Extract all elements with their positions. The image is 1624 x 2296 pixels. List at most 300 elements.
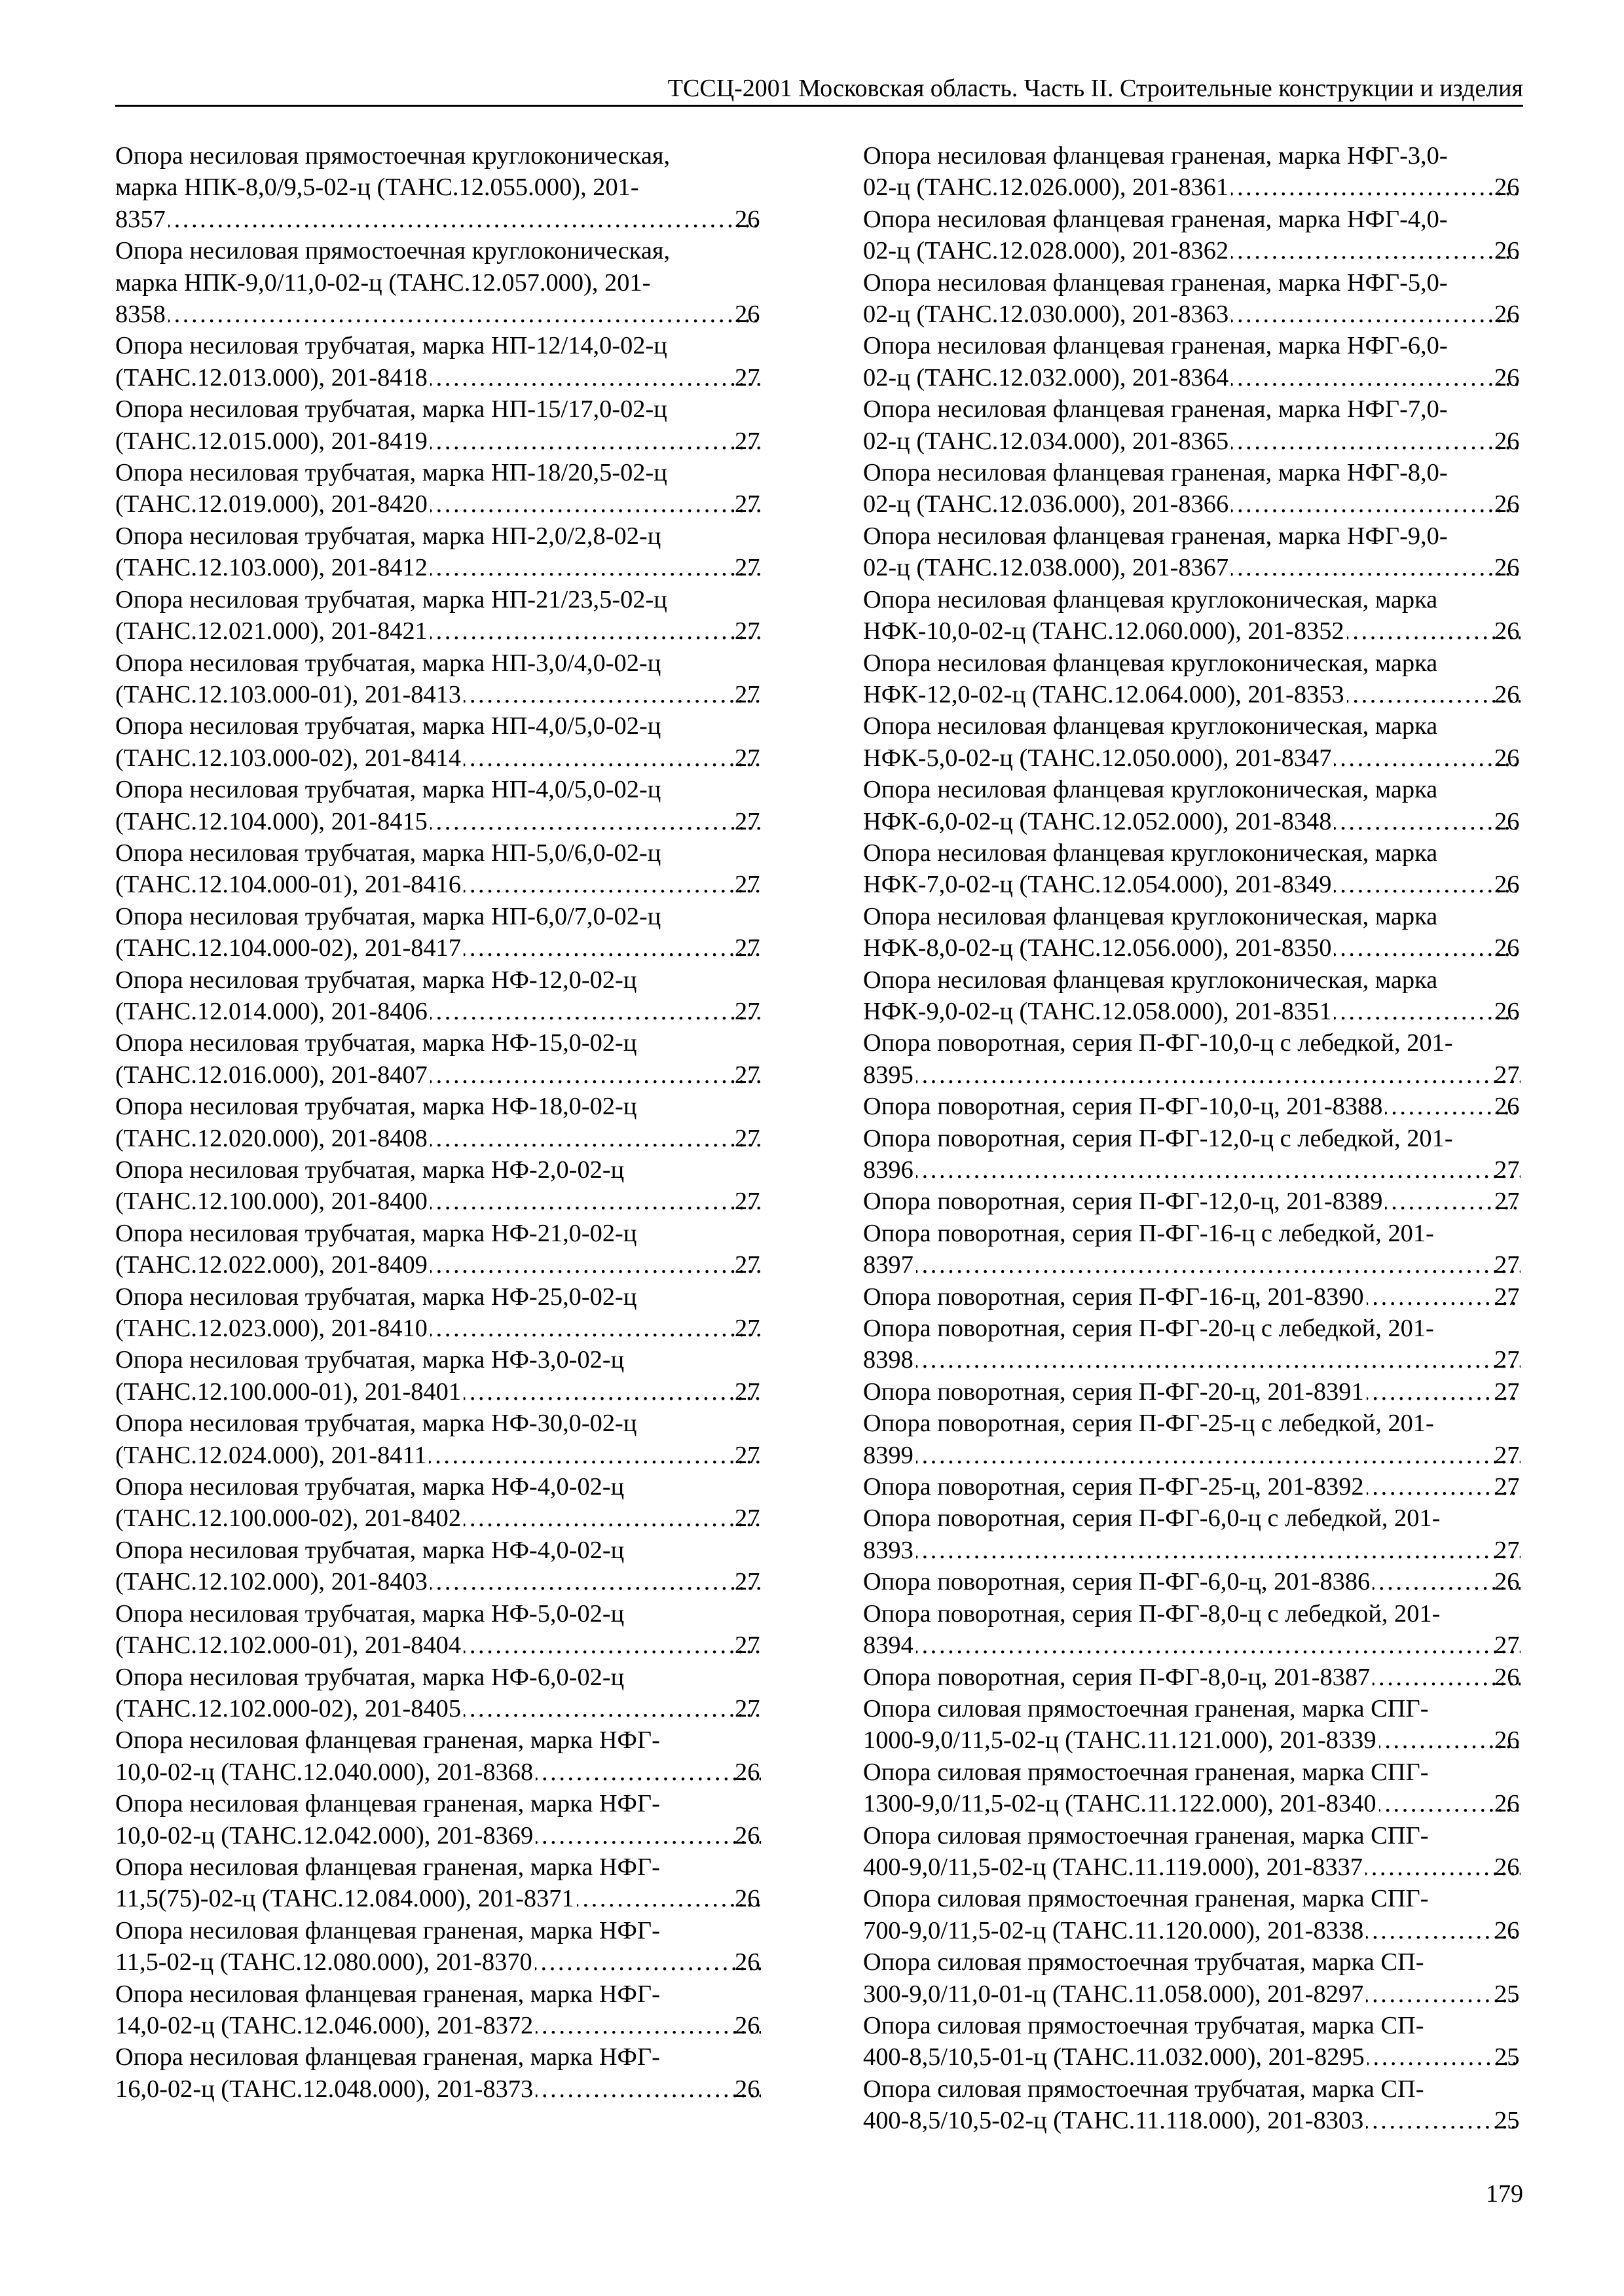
entry-last-line: 11,5(75)-02-ц (ТАНС.12.084.000), 201-8371 . . . 26 — [144, 1883, 764, 1914]
index-entry — [115, 1851, 764, 1915]
entry-last-line: 8357 . . . 26 — [144, 204, 764, 235]
entry-text-end: Опора поворотная, серия П-ФГ-16-ц, 201-8390 — [863, 1283, 1364, 1311]
entry-text-end: (ТАНС.12.102.000), 201-8403 — [115, 1568, 428, 1596]
entry-text-line: Опора силовая прямостоечная граненая, марка СПГ- — [863, 1694, 1429, 1722]
dot-leader — [916, 1059, 1521, 1091]
entry-last-line: 10,0-02-ц (ТАНС.12.042.000), 201-8369 . . . 26 — [144, 1820, 764, 1851]
index-entry — [115, 1154, 764, 1218]
index-entry — [115, 1788, 764, 1851]
entry-text-line: Опора несиловая фланцевая граненая, марка НФГ- — [115, 2043, 660, 2071]
dot-leader — [464, 679, 761, 710]
entry-last-line: (ТАНС.12.102.000), 201-8403 . . . 27 — [144, 1566, 764, 1597]
index-entry — [863, 774, 1523, 837]
entry-text-end: (ТАНС.12.022.000), 201-8409 — [115, 1251, 428, 1279]
dot-leader — [1231, 172, 1521, 203]
entry-text-line: Опора несиловая фланцевая граненая, марка НФГ-7,0- — [863, 395, 1448, 424]
entry-last-line: (ТАНС.12.022.000), 201-8409 . . . 27 — [144, 1249, 764, 1281]
index-entry — [115, 1598, 764, 1662]
entry-last-line: НФК-5,0-02-ц (ТАНС.12.050.000), 201-8347 . . . 26 — [892, 742, 1523, 774]
entry-text-end: (ТАНС.12.100.000-01), 201-8401 — [115, 1377, 462, 1406]
dot-leader — [430, 806, 761, 837]
entry-text-end: (ТАНС.12.103.000-02), 201-8414 — [115, 744, 462, 772]
index-entry — [863, 393, 1523, 457]
entry-text-end: 10,0-02-ц (ТАНС.12.040.000), 201-8368 — [115, 1758, 534, 1786]
entry-text-line: Опора поворотная, серия П-ФГ-10,0-ц с лебедкой, 201- — [863, 1029, 1453, 1057]
dot-leader — [464, 1693, 761, 1724]
index-entry — [115, 1091, 764, 1154]
entry-last-line: НФК-6,0-02-ц (ТАНС.12.052.000), 201-8348 . . . 26 — [892, 806, 1523, 837]
dot-leader — [430, 1059, 761, 1091]
entry-last-line: (ТАНС.12.100.000-02), 201-8402 . . . 27 — [144, 1503, 764, 1534]
entry-text-line: Опора несиловая фланцевая граненая, марка НФГ- — [115, 1790, 660, 1818]
index-entry — [863, 1091, 1523, 1122]
entry-last-line: НФК-9,0-02-ц (ТАНС.12.058.000), 201-8351 . . . 26 — [892, 996, 1523, 1027]
entry-text-end: 02-ц (ТАНС.12.038.000), 201-8367 — [863, 554, 1229, 582]
dot-leader — [916, 1344, 1521, 1376]
index-entry — [863, 837, 1523, 901]
index-entry — [115, 520, 764, 584]
dot-leader — [536, 1757, 761, 1788]
index-entry — [115, 1218, 764, 1281]
index-entry — [115, 1281, 764, 1345]
index-entry — [115, 1344, 764, 1408]
entry-last-line: 300-9,0/11,0-01-ц (ТАНС.11.058.000), 201-8297 . . . 25 — [892, 1978, 1523, 2010]
entry-text-line: Опора несиловая трубчатая, марка НП-4,0/5,0-02-ц — [115, 776, 661, 804]
entry-text-end: Опора поворотная, серия П-ФГ-8,0-ц, 201-8387 — [863, 1663, 1371, 1691]
entry-text-end: 8393 — [863, 1536, 913, 1564]
entry-last-line: (ТАНС.12.100.000), 201-8400 . . . 27 — [144, 1186, 764, 1217]
index-entry — [115, 140, 764, 235]
index-entry — [863, 1376, 1523, 1408]
index-entry — [115, 647, 764, 711]
page-number: 179 — [1486, 2180, 1523, 2208]
entry-last-line: 02-ц (ТАНС.12.028.000), 201-8362 . . . 26 — [892, 235, 1523, 266]
index-entry — [863, 1662, 1523, 1693]
entry-text-line: Опора поворотная, серия П-ФГ-8,0-ц с лебедкой, 201- — [863, 1599, 1441, 1628]
entry-last-line: 700-9,0/11,5-02-ц (ТАНС.11.120.000), 201-8338 . . . 26 — [892, 1915, 1523, 1946]
dot-leader — [1334, 742, 1521, 774]
entry-text-line: Опора несиловая прямостоечная круглоконическая, — [115, 237, 671, 265]
entry-text-end: (ТАНС.12.103.000-01), 201-8413 — [115, 680, 462, 708]
dot-leader — [536, 1820, 761, 1851]
entry-text-line: Опора несиловая фланцевая граненая, марка НФГ-9,0- — [863, 522, 1448, 550]
entry-text-end: (ТАНС.12.024.000), 201-8411 — [115, 1441, 427, 1469]
dot-leader — [168, 204, 761, 235]
index-entry — [863, 520, 1523, 584]
dot-leader — [916, 1440, 1521, 1471]
entry-text-line: Опора силовая прямостоечная граненая, марка СПГ- — [863, 1758, 1429, 1786]
entry-last-line: (ТАНС.12.019.000), 201-8420 . . . 27 — [144, 488, 764, 520]
entry-last-line: 02-ц (ТАНС.12.034.000), 201-8365 . . . 26 — [892, 426, 1523, 457]
index-entry — [863, 1503, 1523, 1566]
entry-text-line: Опора несиловая фланцевая круглоконическая, марка — [863, 585, 1438, 613]
entry-text-end: 02-ц (ТАНС.12.028.000), 201-8362 — [863, 237, 1229, 265]
dot-leader — [916, 1630, 1521, 1661]
entry-text-end: 1000-9,0/11,5-02-ц (ТАНС.11.121.000), 201-8339 — [863, 1726, 1376, 1755]
entry-last-line: 10,0-02-ц (ТАНС.12.040.000), 201-8368 . . . 26 — [144, 1757, 764, 1788]
entry-text-line: Опора несиловая трубчатая, марка НП-18/20,5-02-ц — [115, 459, 667, 487]
entry-last-line: 8393 . . . 27 — [892, 1535, 1523, 1566]
dot-leader — [464, 742, 761, 774]
header-title: ТССЦ-2001 Московская область. Часть II. Строительные конструкции и изделия — [667, 75, 1523, 102]
entry-text-end: 400-9,0/11,5-02-ц (ТАНС.11.119.000), 201-8337 — [863, 1853, 1363, 1881]
entry-last-line: НФК-10,0-02-ц (ТАНС.12.060.000), 201-8352 . . . 26 — [892, 615, 1523, 647]
entry-text-end: 14,0-02-ц (ТАНС.12.046.000), 201-8372 — [115, 2011, 534, 2039]
dot-leader — [430, 426, 761, 457]
entry-text-end: (ТАНС.12.014.000), 201-8406 — [115, 997, 428, 1025]
entry-text-line: Опора поворотная, серия П-ФГ-20-ц с лебедкой, 201- — [863, 1315, 1434, 1343]
entry-last-line: 16,0-02-ц (ТАНС.12.048.000), 201-8373 . . . 26 — [144, 2073, 764, 2105]
entry-text-line: Опора несиловая фланцевая круглоконическая, марка — [863, 966, 1438, 994]
dot-leader — [916, 1249, 1521, 1281]
index-entry — [863, 964, 1523, 1028]
entry-last-line: (ТАНС.12.102.000-01), 201-8404 . . . 27 — [144, 1630, 764, 1661]
dot-leader — [1231, 426, 1521, 457]
dot-leader — [464, 1630, 761, 1661]
entry-last-line: 02-ц (ТАНС.12.026.000), 201-8361 . . . 26 — [892, 172, 1523, 203]
entry-last-line: 8395 . . . 27 — [892, 1059, 1523, 1091]
entry-text-end: (ТАНС.12.102.000-01), 201-8404 — [115, 1631, 462, 1660]
entry-text-line: Опора силовая прямостоечная трубчатая, марка СП- — [863, 1948, 1424, 1977]
entry-last-line: Опора поворотная, серия П-ФГ-8,0-ц, 201-8387 . . . 26 — [892, 1662, 1523, 1693]
dot-leader — [430, 552, 761, 583]
index-entry — [863, 710, 1523, 774]
entry-last-line: Опора поворотная, серия П-ФГ-12,0-ц, 201-8389 . . . 27 — [892, 1186, 1523, 1217]
entry-last-line: 1000-9,0/11,5-02-ц (ТАНС.11.121.000), 201-8339 . . . 26 — [892, 1724, 1523, 1756]
index-entry — [115, 2041, 764, 2105]
entry-last-line: (ТАНС.12.103.000-01), 201-8413 . . . 27 — [144, 679, 764, 710]
index-entry — [863, 1820, 1523, 1884]
dot-leader — [1334, 996, 1521, 1027]
index-entry — [115, 710, 764, 774]
dot-leader — [916, 1154, 1521, 1186]
entry-last-line: 02-ц (ТАНС.12.038.000), 201-8367 . . . 26 — [892, 552, 1523, 583]
entry-last-line: (ТАНС.12.024.000), 201-8411 . . . 27 — [144, 1440, 764, 1471]
entry-text-end: 02-ц (ТАНС.12.032.000), 201-8364 — [863, 363, 1229, 392]
index-entry — [863, 1471, 1523, 1503]
entry-last-line: Опора поворотная, серия П-ФГ-6,0-ц, 201-8386 . . . 26 — [892, 1566, 1523, 1597]
entry-last-line: (ТАНС.12.104.000), 201-8415 . . . 27 — [144, 806, 764, 837]
dot-leader — [535, 1946, 761, 1978]
entry-text-line: Опора несиловая фланцевая круглоконическая, марка — [863, 839, 1438, 867]
entry-text-line: Опора несиловая трубчатая, марка НФ-15,0-02-ц — [115, 1029, 637, 1057]
index-entry — [115, 1662, 764, 1725]
entry-text-line: Опора несиловая трубчатая, марка НФ-4,0-02-ц — [115, 1536, 625, 1564]
entry-text-line: Опора несиловая фланцевая граненая, марка НФГ-5,0- — [863, 268, 1448, 297]
dot-leader — [168, 299, 761, 330]
entry-text-line: Опора несиловая трубчатая, марка НП-12/14,0-02-ц — [115, 332, 667, 360]
entry-text-line: Опора несиловая прямостоечная круглоконическая, — [115, 142, 671, 170]
entry-text-line: Опора несиловая фланцевая граненая, марка НФГ-6,0- — [863, 332, 1448, 360]
entry-text-end: 8358 — [115, 301, 166, 329]
entry-last-line: 11,5-02-ц (ТАНС.12.080.000), 201-8370 . . . 26 — [144, 1946, 764, 1978]
dot-leader — [430, 1249, 761, 1281]
index-entry — [115, 964, 764, 1028]
entry-text-line: Опора несиловая фланцевая граненая, марка НФГ- — [115, 1980, 660, 2008]
entry-last-line: (ТАНС.12.023.000), 201-8410 . . . 27 — [144, 1313, 764, 1344]
entry-last-line: Опора поворотная, серия П-ФГ-25-ц, 201-8392 . . . 27 — [892, 1471, 1523, 1503]
entry-text-line: Опора несиловая фланцевая круглоконическая, марка — [863, 649, 1438, 677]
index-column-right — [863, 140, 1523, 2137]
index-entry — [115, 1724, 764, 1788]
entry-text-end: (ТАНС.12.019.000), 201-8420 — [115, 490, 428, 519]
dot-leader — [1334, 869, 1521, 900]
entry-last-line: (ТАНС.12.015.000), 201-8419 . . . 27 — [144, 426, 764, 457]
entry-text-end: (ТАНС.12.013.000), 201-8418 — [115, 363, 428, 392]
entry-last-line: 400-8,5/10,5-02-ц (ТАНС.11.118.000), 201-8303 . . . 25 — [892, 2105, 1523, 2136]
index-entry — [863, 1598, 1523, 1662]
index-entry — [863, 1883, 1523, 1946]
entry-last-line: 8394 . . . 27 — [892, 1630, 1523, 1661]
entry-text-line: Опора несиловая трубчатая, марка НФ-2,0-02-ц — [115, 1156, 625, 1184]
index-entry — [863, 1408, 1523, 1471]
entry-text-line: Опора несиловая трубчатая, марка НП-15/17,0-02-ц — [115, 395, 667, 424]
index-entry — [863, 1123, 1523, 1186]
entry-last-line: НФК-8,0-02-ц (ТАНС.12.056.000), 201-8350 . . . 26 — [892, 932, 1523, 964]
entry-text-end: 8399 — [863, 1441, 913, 1469]
entry-text-end: 8396 — [863, 1156, 913, 1184]
entry-last-line: (ТАНС.12.100.000-01), 201-8401 . . . 27 — [144, 1376, 764, 1408]
dot-leader — [464, 932, 761, 964]
entry-text-end: 300-9,0/11,0-01-ц (ТАНС.11.058.000), 201-8297 — [863, 1980, 1364, 2008]
entry-text-line: Опора поворотная, серия П-ФГ-6,0-ц с лебедкой, 201- — [863, 1504, 1441, 1533]
index-entry — [115, 1471, 764, 1535]
dot-leader — [1334, 932, 1521, 964]
entry-text-end: НФК-8,0-02-ц (ТАНС.12.056.000), 201-8350 — [863, 934, 1332, 962]
dot-leader — [430, 1123, 761, 1154]
dot-leader — [430, 1313, 761, 1344]
entry-text-line: Опора несиловая трубчатая, марка НП-4,0/5,0-02-ц — [115, 712, 661, 740]
entry-last-line: Опора поворотная, серия П-ФГ-20-ц, 201-8391 . . . 27 — [892, 1376, 1523, 1408]
entry-last-line: 400-9,0/11,5-02-ц (ТАНС.11.119.000), 201-8337 . . . 26 — [892, 1851, 1523, 1883]
entry-last-line: (ТАНС.12.014.000), 201-8406 . . . 27 — [144, 996, 764, 1027]
dot-leader — [577, 1883, 761, 1914]
entry-text-end: 8395 — [863, 1061, 913, 1089]
entry-last-line: Опора поворотная, серия П-ФГ-16-ц, 201-8390 . . . 27 — [892, 1281, 1523, 1313]
entry-text-line: Опора несиловая трубчатая, марка НП-5,0/6,0-02-ц — [115, 839, 661, 867]
entry-last-line: 02-ц (ТАНС.12.032.000), 201-8364 . . . 26 — [892, 362, 1523, 393]
entry-text-end: 1300-9,0/11,5-02-ц (ТАНС.11.122.000), 201-8340 — [863, 1790, 1376, 1818]
entry-text-line: Опора несиловая трубчатая, марка НФ-5,0-02-ц — [115, 1599, 625, 1628]
dot-leader — [430, 615, 761, 647]
entry-text-end: Опора поворотная, серия П-ФГ-20-ц, 201-8391 — [863, 1377, 1364, 1406]
index-entry — [115, 584, 764, 647]
entry-text-line: Опора поворотная, серия П-ФГ-12,0-ц с лебедкой, 201- — [863, 1124, 1453, 1152]
index-entry — [863, 647, 1523, 711]
index-entry — [863, 2073, 1523, 2137]
index-entry — [863, 1693, 1523, 1757]
index-entry — [863, 1946, 1523, 2010]
entry-text-end: НФК-10,0-02-ц (ТАНС.12.060.000), 201-8352 — [863, 617, 1344, 646]
index-entry — [115, 457, 764, 520]
entry-last-line: (ТАНС.12.103.000), 201-8412 . . . 27 — [144, 552, 764, 583]
entry-last-line: (ТАНС.12.021.000), 201-8421 . . . 27 — [144, 615, 764, 647]
dot-leader — [429, 1440, 761, 1471]
entry-last-line: 8396 . . . 27 — [892, 1154, 1523, 1186]
entry-text-line: Опора поворотная, серия П-ФГ-25-ц с лебедкой, 201- — [863, 1410, 1434, 1438]
entry-text-line: Опора несиловая фланцевая круглоконическая, марка — [863, 902, 1438, 930]
entry-text-end: Опора поворотная, серия П-ФГ-12,0-ц, 201-8389 — [863, 1188, 1383, 1216]
entry-text-end: (ТАНС.12.020.000), 201-8408 — [115, 1124, 428, 1152]
index-entry — [863, 457, 1523, 520]
entry-text-line: Опора несиловая фланцевая круглоконическая, марка — [863, 776, 1438, 804]
entry-last-line: 8358 . . . 26 — [144, 299, 764, 330]
entry-text-end: 400-8,5/10,5-02-ц (ТАНС.11.118.000), 201-8303 — [863, 2107, 1364, 2135]
index-entry — [863, 140, 1523, 204]
entry-text-end: 02-ц (ТАНС.12.036.000), 201-8366 — [863, 490, 1229, 519]
index-entry — [863, 1757, 1523, 1820]
index-entry — [863, 330, 1523, 393]
dot-leader — [1231, 488, 1521, 520]
running-header — [115, 72, 1523, 107]
entry-text-end: (ТАНС.12.023.000), 201-8410 — [115, 1315, 428, 1343]
entry-text-end: 02-ц (ТАНС.12.030.000), 201-8363 — [863, 301, 1229, 329]
entry-text-end: 11,5(75)-02-ц (ТАНС.12.084.000), 201-8371 — [115, 1885, 574, 1913]
entry-last-line: 1300-9,0/11,5-02-ц (ТАНС.11.122.000), 201-8340 . . . 26 — [892, 1788, 1523, 1819]
entry-text-line: Опора поворотная, серия П-ФГ-16-ц с лебедкой, 201- — [863, 1219, 1434, 1247]
dot-leader — [430, 1566, 761, 1597]
entry-last-line: НФК-12,0-02-ц (ТАНС.12.064.000), 201-8353 . . . 26 — [892, 679, 1523, 710]
entry-text-end: (ТАНС.12.021.000), 201-8421 — [115, 617, 428, 646]
entry-text-end: 400-8,5/10,5-01-ц (ТАНС.11.032.000), 201-8295 — [863, 2043, 1365, 2071]
index-entry — [863, 1313, 1523, 1376]
dot-leader — [1334, 806, 1521, 837]
entry-last-line: 02-ц (ТАНС.12.036.000), 201-8366 . . . 26 — [892, 488, 1523, 520]
entry-text-end: (ТАНС.12.100.000), 201-8400 — [115, 1188, 428, 1216]
entry-last-line: (ТАНС.12.102.000-02), 201-8405 . . . 27 — [144, 1693, 764, 1724]
dot-leader — [1231, 299, 1521, 330]
entry-text-line: Опора несиловая фланцевая граненая, марка НФГ- — [115, 1916, 660, 1944]
entry-text-line: марка НПК-9,0/11,0-02-ц (ТАНС.12.057.000), 201- — [115, 268, 651, 297]
entry-text-line: Опора несиловая трубчатая, марка НП-3,0/4,0-02-ц — [115, 649, 661, 677]
index-entry — [863, 901, 1523, 964]
entry-text-line: Опора несиловая фланцевая граненая, марка НФГ- — [115, 1853, 660, 1881]
index-entry — [115, 901, 764, 964]
entry-text-end: (ТАНС.12.104.000), 201-8415 — [115, 807, 428, 835]
entry-text-end: НФК-5,0-02-ц (ТАНС.12.050.000), 201-8347 — [863, 744, 1332, 772]
entry-text-line: марка НПК-8,0/9,5-02-ц (ТАНС.12.055.000), 201- — [115, 173, 639, 202]
entry-text-end: 02-ц (ТАНС.12.034.000), 201-8365 — [863, 427, 1229, 455]
entry-text-line: Опора несиловая фланцевая граненая, марка НФГ- — [115, 1726, 660, 1755]
entry-last-line: 14,0-02-ц (ТАНС.12.046.000), 201-8372 . . . 26 — [144, 2010, 764, 2041]
index-entry — [863, 2010, 1523, 2073]
entry-text-line: Опора несиловая трубчатая, марка НФ-6,0-02-ц — [115, 1663, 625, 1691]
entry-text-line: Опора несиловая трубчатая, марка НФ-3,0-02-ц — [115, 1346, 625, 1374]
index-entry — [863, 204, 1523, 267]
dot-leader — [430, 488, 761, 520]
entry-text-end: Опора поворотная, серия П-ФГ-25-ц, 201-8392 — [863, 1473, 1364, 1501]
entry-text-end: 16,0-02-ц (ТАНС.12.048.000), 201-8373 — [115, 2075, 534, 2103]
entry-text-line: Опора несиловая трубчатая, марка НФ-25,0-02-ц — [115, 1283, 637, 1311]
entry-text-end: 8398 — [863, 1346, 913, 1374]
entry-text-line: Опора несиловая трубчатая, марка НФ-30,0-02-ц — [115, 1410, 637, 1438]
entry-text-end: (ТАНС.12.102.000-02), 201-8405 — [115, 1694, 462, 1722]
entry-text-line: Опора силовая прямостоечная трубчатая, марка СП- — [863, 2075, 1424, 2103]
index-entry — [115, 393, 764, 457]
index-entry — [863, 1566, 1523, 1597]
entry-text-line: Опора несиловая фланцевая круглоконическая, марка — [863, 712, 1438, 740]
index-column-left — [115, 140, 764, 2105]
entry-last-line: (ТАНС.12.104.000-02), 201-8417 . . . 27 — [144, 932, 764, 964]
index-entry — [115, 235, 764, 330]
index-entry — [863, 1186, 1523, 1217]
index-entry — [115, 774, 764, 837]
entry-text-end: (ТАНС.12.103.000), 201-8412 — [115, 554, 428, 582]
entry-text-end: НФК-7,0-02-ц (ТАНС.12.054.000), 201-8349 — [863, 871, 1332, 899]
dot-leader — [464, 869, 761, 900]
entry-text-line: Опора несиловая трубчатая, марка НФ-12,0-02-ц — [115, 966, 637, 994]
entry-text-end: (ТАНС.12.016.000), 201-8407 — [115, 1061, 428, 1089]
entry-text-end: 10,0-02-ц (ТАНС.12.042.000), 201-8369 — [115, 1821, 534, 1850]
index-entry — [115, 837, 764, 901]
entry-text-line: Опора несиловая трубчатая, марка НП-2,0/2,8-02-ц — [115, 522, 661, 550]
entry-last-line: НФК-7,0-02-ц (ТАНС.12.054.000), 201-8349 . . . 26 — [892, 869, 1523, 900]
entry-last-line: 8399 . . . 27 — [892, 1440, 1523, 1471]
entry-last-line: (ТАНС.12.020.000), 201-8408 . . . 27 — [144, 1123, 764, 1154]
entry-text-line: Опора силовая прямостоечная граненая, марка СПГ- — [863, 1821, 1429, 1850]
entry-text-end: НФК-12,0-02-ц (ТАНС.12.064.000), 201-8353 — [863, 680, 1344, 708]
entry-text-end: НФК-6,0-02-ц (ТАНС.12.052.000), 201-8348 — [863, 807, 1332, 835]
dot-leader — [1231, 235, 1521, 266]
entry-text-end: (ТАНС.12.100.000-02), 201-8402 — [115, 1504, 462, 1533]
entry-last-line: (ТАНС.12.016.000), 201-8407 . . . 27 — [144, 1059, 764, 1091]
entry-text-end: Опора поворотная, серия П-ФГ-6,0-ц, 201-8386 — [863, 1568, 1371, 1596]
dot-leader — [916, 1535, 1521, 1566]
dot-leader — [430, 996, 761, 1027]
index-entry — [863, 1027, 1523, 1091]
entry-text-line: Опора несиловая трубчатая, марка НФ-18,0-02-ц — [115, 1093, 637, 1121]
index-entry — [863, 1218, 1523, 1281]
index-entry — [115, 1978, 764, 2042]
dot-leader — [430, 362, 761, 393]
index-entry — [863, 267, 1523, 331]
entry-text-line: Опора несиловая фланцевая граненая, марка НФГ-8,0- — [863, 459, 1448, 487]
dot-leader — [536, 2073, 761, 2105]
entry-text-line: Опора несиловая трубчатая, марка НФ-21,0-02-ц — [115, 1219, 637, 1247]
entry-text-line: Опора несиловая фланцевая граненая, марка НФГ-3,0- — [863, 142, 1448, 170]
index-entry — [115, 1408, 764, 1471]
entry-text-end: НФК-9,0-02-ц (ТАНС.12.058.000), 201-8351 — [863, 997, 1332, 1025]
entry-text-end: (ТАНС.12.104.000-02), 201-8417 — [115, 934, 462, 962]
entry-text-end: 8394 — [863, 1631, 913, 1660]
entry-text-end: (ТАНС.12.015.000), 201-8419 — [115, 427, 428, 455]
entry-last-line: 8398 . . . 27 — [892, 1344, 1523, 1376]
index-entry — [115, 1915, 764, 1978]
dot-leader — [464, 1376, 761, 1408]
entry-last-line: (ТАНС.12.103.000-02), 201-8414 . . . 27 — [144, 742, 764, 774]
entry-text-end: 8357 — [115, 205, 166, 233]
entry-text-end: 8397 — [863, 1251, 913, 1279]
entry-text-line: Опора силовая прямостоечная граненая, марка СПГ- — [863, 1885, 1429, 1913]
index-entry — [115, 1027, 764, 1091]
dot-leader — [464, 1503, 761, 1534]
entry-text-end: Опора поворотная, серия П-ФГ-10,0-ц, 201-8388 — [863, 1093, 1383, 1121]
index-entry — [115, 1535, 764, 1598]
entry-last-line: Опора поворотная, серия П-ФГ-10,0-ц, 201-8388 . . . 26 — [892, 1091, 1523, 1122]
entry-last-line: (ТАНС.12.104.000-01), 201-8416 . . . 27 — [144, 869, 764, 900]
entry-text-line: Опора несиловая трубчатая, марка НП-21/23,5-02-ц — [115, 585, 667, 613]
entry-text-line: Опора несиловая трубчатая, марка НП-6,0/7,0-02-ц — [115, 902, 661, 930]
dot-leader — [536, 2010, 761, 2041]
index-entry — [115, 330, 764, 393]
entry-text-end: 11,5-02-ц (ТАНС.12.080.000), 201-8370 — [115, 1948, 532, 1977]
index-entry — [863, 1281, 1523, 1313]
dot-leader — [1231, 362, 1521, 393]
dot-leader — [430, 1186, 761, 1217]
entry-text-line: Опора силовая прямостоечная трубчатая, марка СП- — [863, 2011, 1424, 2039]
entry-text-line: Опора несиловая фланцевая граненая, марка НФГ-4,0- — [863, 205, 1448, 233]
index-entry — [863, 584, 1523, 647]
